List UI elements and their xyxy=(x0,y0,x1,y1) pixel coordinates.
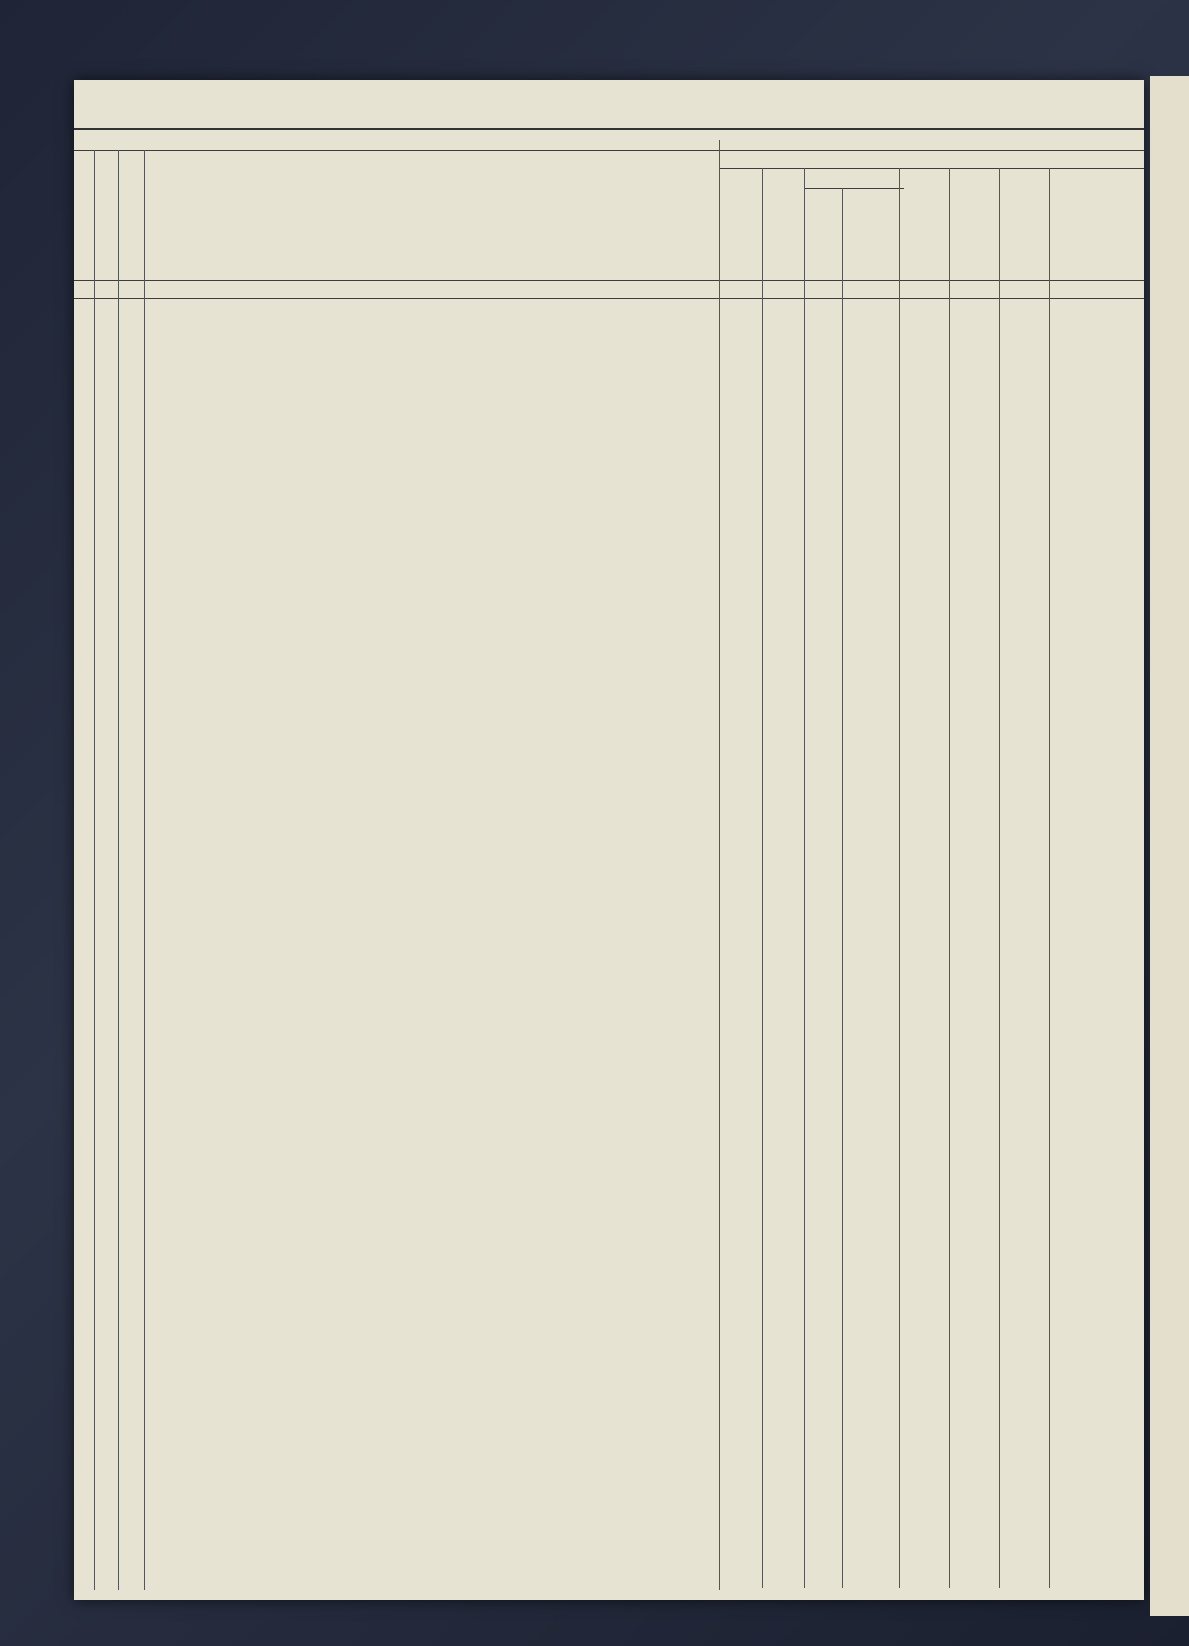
vrule xyxy=(899,168,900,1588)
header-rule xyxy=(74,128,1144,130)
info-rule xyxy=(719,168,1144,169)
header-rule-2 xyxy=(74,150,1144,151)
vrule xyxy=(719,140,720,1590)
senokosa-rule xyxy=(804,188,904,189)
vrule xyxy=(1049,168,1050,1588)
vrule xyxy=(118,150,119,1590)
ledger-page xyxy=(74,80,1144,1600)
numbers-rule xyxy=(74,298,1144,299)
vrule xyxy=(842,188,843,1588)
vrule xyxy=(999,168,1000,1588)
vrule xyxy=(949,168,950,1588)
vrule xyxy=(144,150,145,1590)
vrule xyxy=(94,150,95,1590)
next-page-edge xyxy=(1150,76,1189,1616)
header-bottom-rule xyxy=(74,280,1144,281)
vrule xyxy=(762,168,763,1588)
vrule xyxy=(804,168,805,1588)
